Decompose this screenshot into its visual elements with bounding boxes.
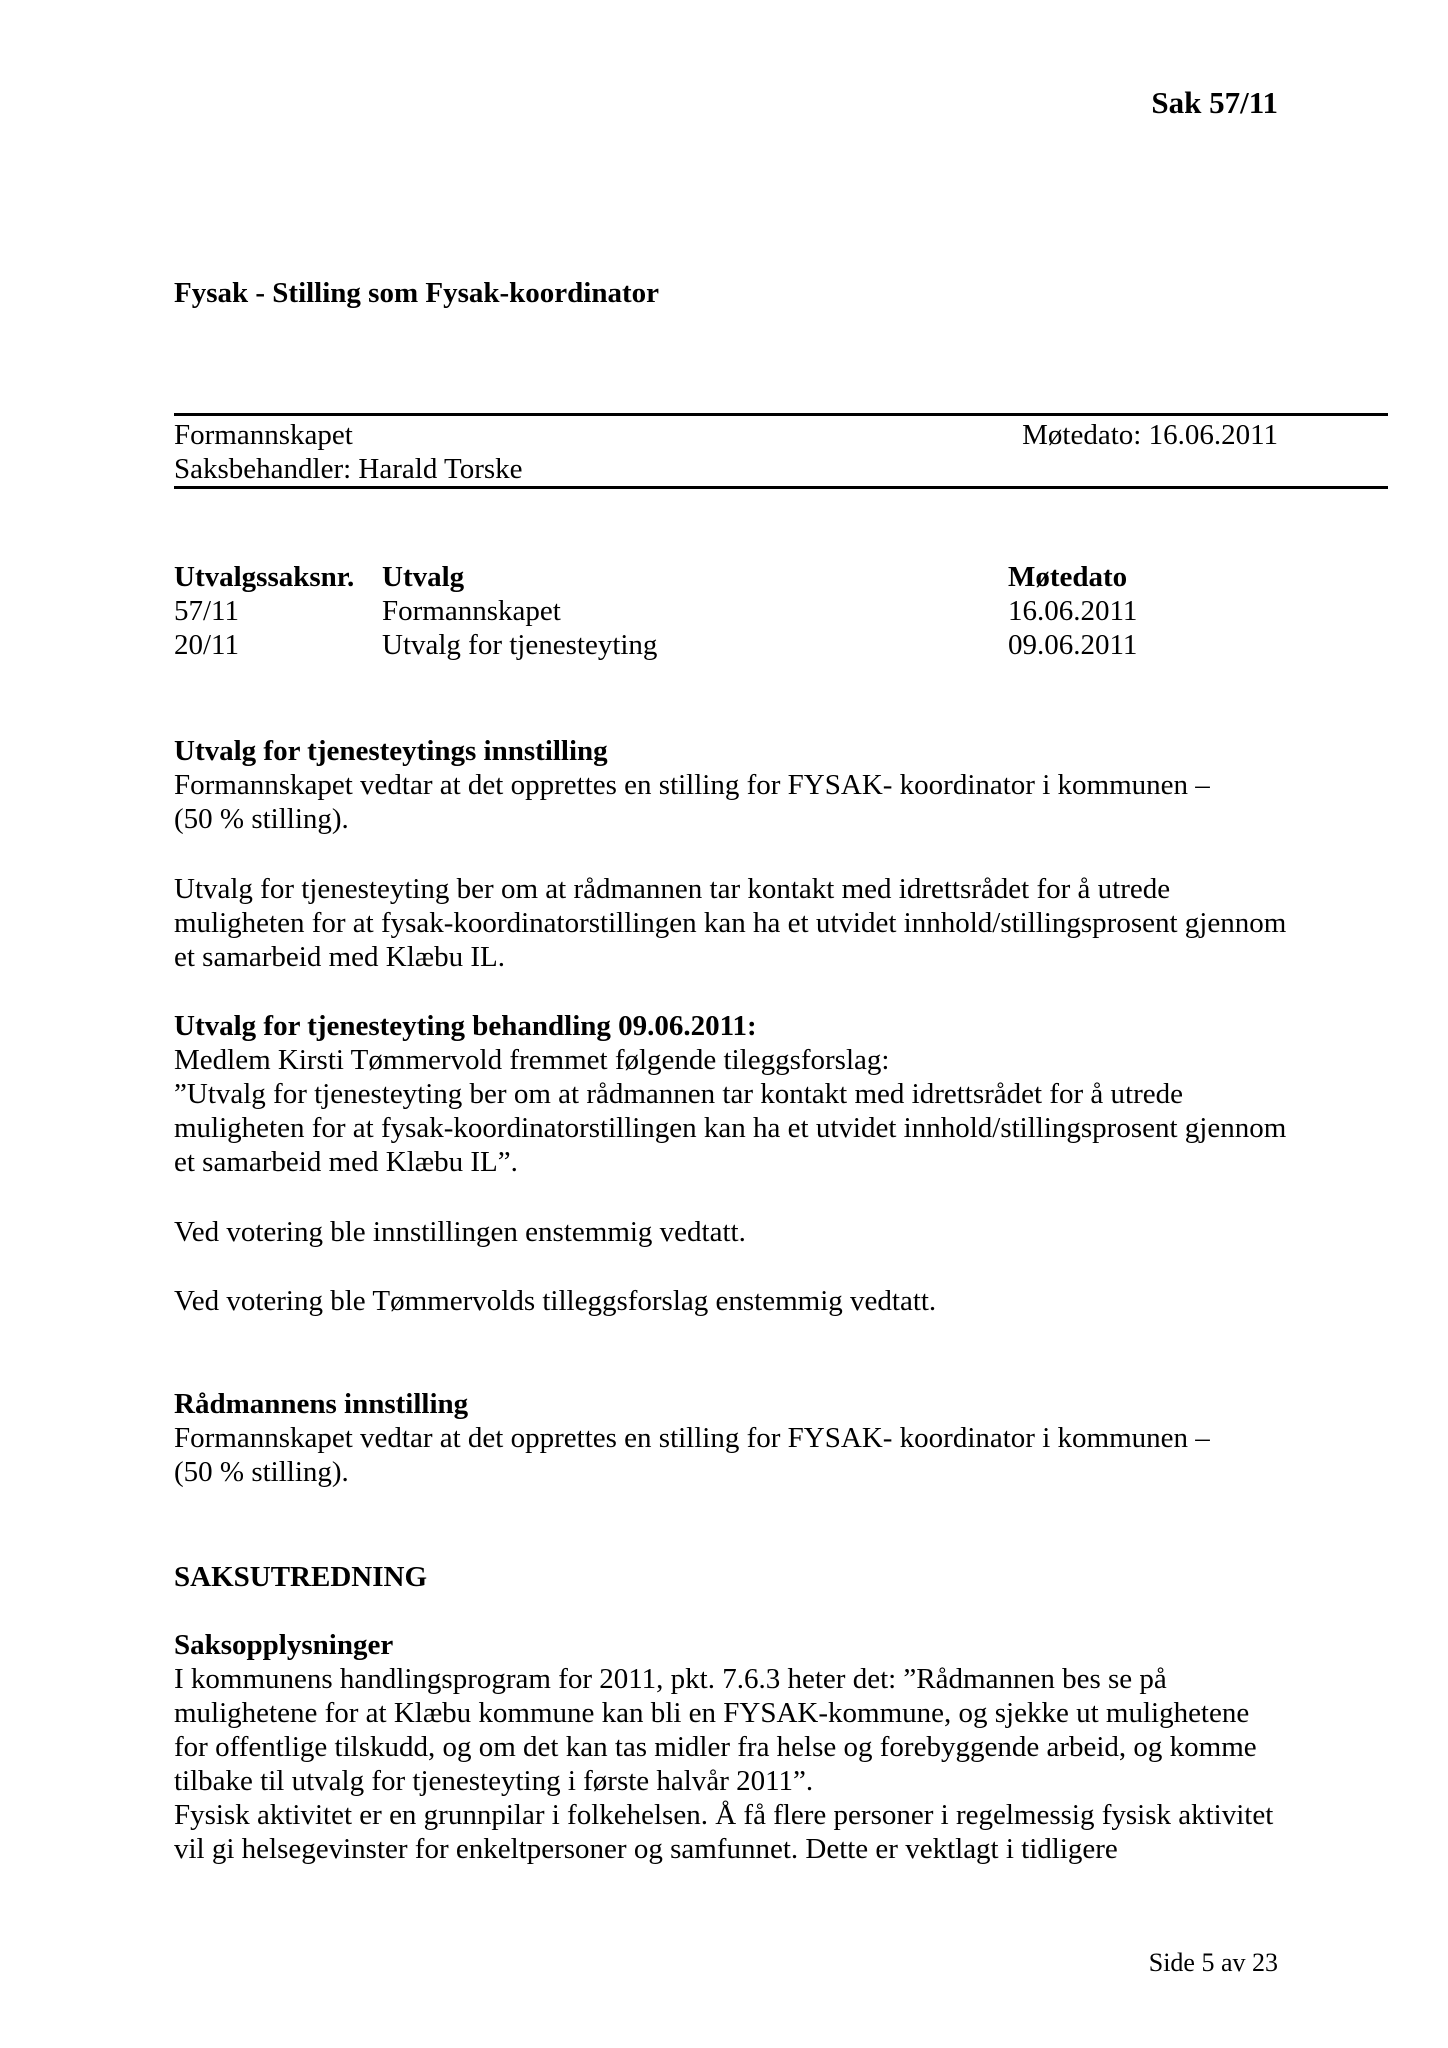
table-cell: 16.06.2011 <box>1008 595 1138 627</box>
radmann-text: (50 % stilling). <box>174 1456 349 1488</box>
paragraph-line: muligheten for at fysak-koordinatorstillingen kan ha et utvidet innhold/stillingsprosent gjennom <box>174 1112 1287 1144</box>
behandling-section <box>174 1009 1388 1179</box>
paragraph-line: Fysisk aktivitet er en grunnpilar i folkehelsen. Å få flere personer i regelmessig fysisk aktivitet <box>174 1799 1274 1831</box>
paragraph-line: tilbake til utvalg for tjenesteyting i første halvår 2011”. <box>174 1765 814 1797</box>
table-cell: 20/11 <box>174 629 239 661</box>
table-header-case-number: Utvalgssaksnr. <box>174 561 355 593</box>
paragraph-line: muligheten for at fysak-koordinatorstillingen kan ha et utvidet innhold/stillingsprosent gjennom <box>174 907 1287 939</box>
committee-name: Formannskapet <box>174 419 353 451</box>
paragraph-line: Medlem Kirsti Tømmervold fremmet følgende tileggsforslag: <box>174 1044 890 1076</box>
paragraph-line: Utvalg for tjenesteyting ber om at rådmannen tar kontakt med idrettsrådet for å utrede <box>174 873 1171 905</box>
paragraph-line: et samarbeid med Klæbu IL”. <box>174 1146 518 1178</box>
paragraph-line: ”Utvalg for tjenesteyting ber om at rådmannen tar kontakt med idrettsrådet for å utrede <box>174 1078 1183 1110</box>
table-cell: 57/11 <box>174 595 239 627</box>
table-cell: Formannskapet <box>382 595 561 627</box>
innstilling-text: Formannskapet vedtar at det opprettes en stilling for FYSAK- koordinator i kommunen – <box>174 769 1210 801</box>
innstilling-section <box>174 734 1388 836</box>
radmann-heading: Rådmannens innstilling <box>174 1388 469 1420</box>
saksopplysninger-section <box>174 1628 1388 1866</box>
page-number: Side 5 av 23 <box>1148 1948 1278 1977</box>
utvalg-paragraph <box>174 872 1388 974</box>
radmann-section <box>174 1387 1388 1489</box>
table-header-meeting-date: Møtedato <box>1008 561 1128 593</box>
table-header-committee: Utvalg <box>382 561 465 593</box>
top-rule <box>174 413 1388 416</box>
saksutredning-heading: SAKSUTREDNING <box>174 1561 427 1593</box>
innstilling-heading: Utvalg for tjenesteytings innstilling <box>174 735 608 767</box>
case-officer: Saksbehandler: Harald Torske <box>174 453 523 485</box>
votering-2: Ved votering ble Tømmervolds tilleggsforslag enstemmig vedtatt. <box>174 1285 937 1317</box>
table-cell: Utvalg for tjenesteyting <box>382 629 658 661</box>
paragraph-line: for offentlige tilskudd, og om det kan tas midler fra helse og forebyggende arbeid, og komme <box>174 1731 1257 1763</box>
votering-1: Ved votering ble innstillingen enstemmig vedtatt. <box>174 1216 746 1248</box>
behandling-heading: Utvalg for tjenesteyting behandling 09.06.2011: <box>174 1010 757 1042</box>
paragraph-line: I kommunens handlingsprogram for 2011, pkt. 7.6.3 heter det: ”Rådmannen bes se på <box>174 1663 1167 1695</box>
paragraph-line: et samarbeid med Klæbu IL. <box>174 941 505 973</box>
paragraph-line: mulighetene for at Klæbu kommune kan bli en FYSAK-kommune, og sjekke ut mulighetene <box>174 1697 1250 1729</box>
document-title: Fysak - Stilling som Fysak-koordinator <box>174 277 659 309</box>
meeting-date: Møtedato: 16.06.2011 <box>1022 419 1278 451</box>
innstilling-text: (50 % stilling). <box>174 803 349 835</box>
table-cell: 09.06.2011 <box>1008 629 1138 661</box>
bottom-rule <box>174 486 1388 489</box>
paragraph-line: vil gi helsegevinster for enkeltpersoner og samfunnet. Dette er vektlagt i tidligere <box>174 1833 1118 1865</box>
saksopplysninger-heading: Saksopplysninger <box>174 1629 394 1661</box>
case-number: Sak 57/11 <box>1151 85 1278 120</box>
radmann-text: Formannskapet vedtar at det opprettes en stilling for FYSAK- koordinator i kommunen – <box>174 1422 1210 1454</box>
